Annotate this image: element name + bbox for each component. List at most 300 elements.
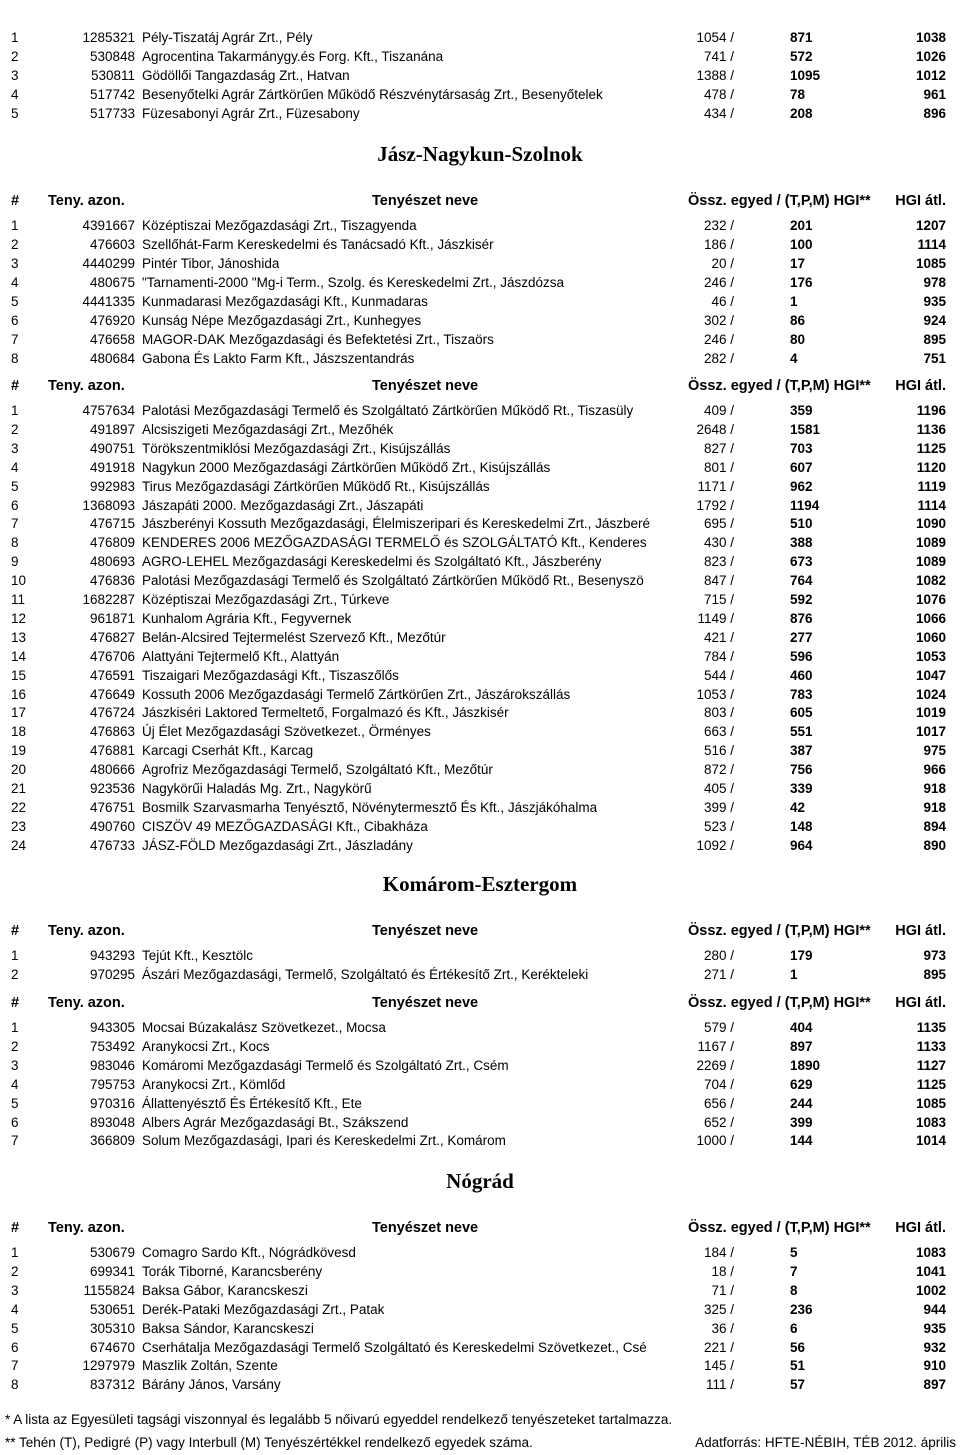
- hgi-count: 208: [790, 105, 813, 121]
- hgi-average: 1019: [915, 705, 946, 721]
- header-avg: HGI átl.: [895, 378, 946, 394]
- header-count: Össz. egyed / (T,P,M) HGI**: [688, 923, 871, 939]
- herd-name: Gödöllői Tangazdaság Zrt., Hatvan: [142, 67, 350, 83]
- row-number: 7: [11, 1358, 19, 1374]
- hgi-count: 551: [790, 724, 813, 740]
- row-number: 2: [11, 48, 19, 64]
- header-name: Tenyészet neve: [372, 923, 479, 939]
- herd-id: 992983: [89, 478, 135, 494]
- table-row: [0, 1037, 960, 1056]
- herd-name: JÁSZ-FÖLD Mezőgazdasági Zrt., Jászladány: [142, 837, 413, 853]
- section-title: Komárom-Esztergom: [382, 872, 578, 896]
- total-count: 325 /: [703, 1301, 734, 1317]
- hgi-average: 1083: [915, 1114, 946, 1130]
- row-number: 5: [11, 294, 19, 309]
- total-count: 111 /: [705, 1377, 734, 1393]
- hgi-count: 596: [790, 648, 813, 664]
- hgi-average: 1047: [915, 667, 946, 683]
- herd-name: Középtiszai Mezőgazdasági Zrt., Tiszagyenda: [142, 218, 417, 233]
- table-row: [0, 28, 960, 47]
- total-count: 421 /: [703, 629, 734, 645]
- herd-name: Baksa Gábor, Karancskeszi: [142, 1282, 308, 1298]
- footnote-1: * A lista az Egyesületi tagsági viszonnyal és legalább 5 nőivarú egyeddel rendelkező tenyészeteket tartalmazza.: [5, 1412, 673, 1427]
- herd-name: MAGOR-DAK Mezőgazdasági és Befektetési Zrt., Tiszaörs: [142, 332, 494, 347]
- section-title: Nógrád: [446, 1169, 514, 1193]
- hgi-count: 201: [790, 218, 813, 233]
- table-row: [0, 330, 960, 349]
- header-id: Teny. azon.: [48, 923, 125, 939]
- herd-name: Mocsai Búzakalász Szövetkezet., Mocsa: [142, 1020, 386, 1035]
- hgi-average: 1119: [917, 478, 946, 494]
- total-count: 1092 /: [696, 837, 734, 853]
- hgi-average: 1136: [916, 421, 946, 437]
- table-row: [0, 1018, 960, 1037]
- row-number: 15: [11, 667, 27, 683]
- row-number: 23: [11, 818, 27, 834]
- hgi-average: 751: [923, 351, 946, 366]
- hgi-count: 764: [790, 573, 813, 589]
- hgi-average: 1089: [915, 535, 946, 551]
- herd-name: Maszlik Zoltán, Szente: [142, 1358, 278, 1374]
- herd-name: Torák Tiborné, Karancsberény: [142, 1263, 323, 1279]
- table-row: [0, 420, 960, 439]
- table-row: [0, 1113, 960, 1132]
- total-count: 1000 /: [696, 1133, 734, 1149]
- herd-name: Palotási Mezőgazdasági Termelő és Szolgáltató Zártkörűen Működő Rt., Tiszasüly: [142, 403, 634, 418]
- hgi-average: 1135: [916, 1020, 946, 1035]
- herd-name: KENDERES 2006 MEZŐGAZDASÁGI TERMELŐ és SZOLGÁLTATÓ Kft., Kenderes: [142, 535, 647, 551]
- herd-id: 476863: [89, 724, 135, 740]
- herd-id: 1682287: [82, 592, 135, 607]
- total-count: 579 /: [703, 1020, 734, 1035]
- total-count: 18 /: [711, 1263, 734, 1279]
- herd-id: 674670: [89, 1339, 135, 1355]
- row-number: 4: [11, 275, 19, 290]
- hgi-count: 148: [790, 818, 813, 834]
- hgi-count: 86: [790, 313, 806, 328]
- herd-name: Palotási Mezőgazdasági Termelő és Szolgáltató Zártkörűen Működő Rt., Besenyszö: [142, 573, 644, 589]
- table-row: [0, 1094, 960, 1113]
- herd-name: Besenyőtelki Agrár Zártkörűen Működő Részvénytársaság Zrt., Besenyőtelek: [142, 86, 603, 102]
- total-count: 784 /: [703, 648, 734, 664]
- table-header: [0, 994, 960, 1013]
- hgi-average: 1133: [916, 1038, 946, 1054]
- total-count: 36 /: [711, 1320, 734, 1336]
- row-number: 1: [11, 948, 19, 963]
- table-row: [0, 1075, 960, 1094]
- table-row: [0, 66, 960, 85]
- table-header: [0, 1219, 960, 1238]
- table-row: [0, 514, 960, 533]
- total-count: 430 /: [703, 535, 734, 551]
- total-count: 741 /: [703, 48, 734, 64]
- herd-id: 4391667: [82, 218, 135, 233]
- table-row: [0, 85, 960, 104]
- herd-name: Kossuth 2006 Mezőgazdasági Termelő Zártkörűen Zrt., Jászárokszállás: [142, 686, 571, 702]
- herd-id: 490760: [89, 818, 135, 834]
- herd-id: 4757634: [82, 403, 135, 418]
- hgi-average: 1014: [915, 1133, 946, 1149]
- hgi-count: 876: [790, 610, 813, 626]
- table-row: [0, 628, 960, 647]
- hgi-count: 399: [790, 1114, 813, 1130]
- hgi-count: 460: [790, 667, 813, 683]
- herd-name: Aranykocsi Zrt., Kocs: [142, 1038, 270, 1054]
- table-row: [0, 1262, 960, 1281]
- hgi-average: 1090: [915, 516, 946, 532]
- table-row: [0, 760, 960, 779]
- table-row: [0, 836, 960, 855]
- herd-id: 699341: [89, 1263, 135, 1279]
- hgi-average: 1060: [915, 629, 946, 645]
- hgi-count: 1: [790, 294, 798, 309]
- hgi-average: 932: [923, 1339, 946, 1355]
- header-id: Teny. azon.: [48, 378, 125, 394]
- table-row: [0, 1281, 960, 1300]
- herd-id: 480666: [89, 762, 135, 778]
- hgi-average: 918: [923, 799, 946, 815]
- table-row: [0, 235, 960, 254]
- row-number: 21: [11, 781, 27, 796]
- hgi-count: 359: [790, 403, 813, 418]
- table-row: [0, 1338, 960, 1357]
- herd-name: Agrofriz Mezőgazdasági Termelő, Szolgáltató Kft., Mezőtúr: [142, 762, 493, 778]
- herd-id: 480684: [89, 351, 135, 366]
- herd-id: 970295: [89, 967, 135, 982]
- hgi-average: 895: [923, 332, 946, 347]
- row-number: 8: [11, 1377, 19, 1393]
- herd-id: 983046: [89, 1057, 135, 1073]
- table-header: [0, 922, 960, 941]
- footnote-2: ** Tehén (T), Pedigré (P) vagy Interbull (M) Tenyészértékkel rendelkező egyedek száma.: [5, 1435, 533, 1450]
- herd-id: 4440299: [82, 256, 135, 271]
- herd-name: Középtiszai Mezőgazdasági Zrt., Túrkeve: [142, 592, 390, 607]
- herd-id: 970316: [89, 1095, 135, 1111]
- total-count: 246 /: [703, 275, 734, 290]
- hgi-average: 1085: [915, 256, 946, 271]
- total-count: 184 /: [703, 1245, 734, 1260]
- herd-name: Agrocentina Takarmánygy.és Forg. Kft., Tiszanána: [142, 48, 444, 64]
- herd-name: Tejút Kft., Kesztölc: [142, 948, 254, 963]
- herd-id: 530679: [89, 1245, 135, 1260]
- hgi-count: 592: [790, 592, 813, 607]
- total-count: 1149 /: [697, 610, 734, 626]
- herd-id: 476649: [89, 686, 135, 702]
- herd-name: Nagykun 2000 Mezőgazdasági Zártkörűen Működő Zrt., Kisújszállás: [142, 459, 551, 475]
- hgi-count: 78: [790, 86, 806, 102]
- table-row: [0, 722, 960, 741]
- table-row: [0, 798, 960, 817]
- hgi-count: 673: [790, 554, 813, 570]
- hgi-count: 629: [790, 1076, 813, 1092]
- table-row: [0, 817, 960, 836]
- row-number: 2: [11, 1038, 19, 1054]
- table-row: [0, 1056, 960, 1075]
- hgi-average: 1053: [915, 648, 946, 664]
- hgi-count: 179: [790, 948, 813, 963]
- total-count: 544 /: [703, 667, 734, 683]
- hgi-count: 756: [790, 762, 813, 778]
- header-hash: #: [11, 378, 20, 394]
- herd-id: 480675: [89, 275, 135, 290]
- hgi-average: 1041: [915, 1263, 946, 1279]
- table-row: [0, 965, 960, 984]
- table-row: [0, 1131, 960, 1150]
- table-row: [0, 685, 960, 704]
- total-count: 302 /: [703, 313, 734, 328]
- hgi-average: 1017: [915, 724, 946, 740]
- hgi-average: 1196: [916, 403, 946, 418]
- hgi-count: 339: [790, 781, 813, 796]
- hgi-average: 924: [923, 313, 946, 328]
- header-name: Tenyészet neve: [372, 1220, 479, 1236]
- herd-name: Kunmadarasi Mezőgazdasági Kft., Kunmadaras: [142, 294, 428, 309]
- herd-name: Gabona És Lakto Farm Kft., Jászszentandrás: [142, 351, 415, 366]
- herd-name: Solum Mezőgazdasági, Ipari és Kereskedelmi Zrt., Komárom: [142, 1133, 506, 1149]
- herd-name: Bárány János, Varsány: [142, 1377, 281, 1393]
- hgi-average: 1114: [917, 237, 946, 252]
- hgi-count: 1: [790, 967, 798, 982]
- total-count: 1054 /: [696, 30, 734, 45]
- herd-id: 961871: [89, 610, 135, 626]
- herd-id: 476836: [89, 573, 135, 589]
- table-row: [0, 216, 960, 235]
- total-count: 145 /: [703, 1358, 734, 1374]
- table-row: [0, 311, 960, 330]
- table-row: [0, 458, 960, 477]
- hgi-average: 895: [923, 967, 946, 982]
- table-row: [0, 590, 960, 609]
- total-count: 695 /: [703, 516, 734, 532]
- hgi-average: 1083: [915, 1245, 946, 1260]
- row-number: 16: [11, 686, 27, 702]
- hgi-count: 42: [790, 799, 806, 815]
- hgi-count: 607: [790, 459, 813, 475]
- row-number: 2: [11, 237, 19, 252]
- herd-id: 476751: [89, 799, 135, 815]
- table-row: [0, 703, 960, 722]
- row-number: 5: [11, 105, 19, 121]
- herd-id: 1285321: [82, 30, 135, 45]
- row-number: 3: [11, 1057, 19, 1073]
- total-count: 652 /: [703, 1114, 734, 1130]
- hgi-average: 935: [923, 1320, 946, 1336]
- table-row: [0, 477, 960, 496]
- herd-id: 517742: [89, 86, 135, 102]
- total-count: 2269 /: [696, 1057, 734, 1073]
- herd-id: 943293: [89, 948, 135, 963]
- hgi-average: 1125: [916, 440, 946, 456]
- total-count: 46 /: [711, 294, 734, 309]
- row-number: 11: [11, 592, 26, 607]
- herd-id: 476809: [89, 535, 135, 551]
- herd-id: 4441335: [82, 294, 135, 309]
- hgi-count: 277: [790, 629, 813, 645]
- table-row: [0, 1300, 960, 1319]
- header-id: Teny. azon.: [48, 193, 125, 209]
- hgi-average: 978: [923, 275, 946, 290]
- herd-id: 837312: [89, 1377, 135, 1393]
- herd-name: Albers Agrár Mezőgazdasági Bt., Szákszend: [142, 1114, 409, 1130]
- total-count: 1167 /: [697, 1038, 734, 1054]
- row-number: 2: [11, 967, 19, 982]
- hgi-count: 572: [790, 48, 813, 64]
- table-row: [0, 1375, 960, 1394]
- table-row: [0, 104, 960, 123]
- hgi-count: 56: [790, 1339, 806, 1355]
- hgi-average: 1026: [915, 48, 946, 64]
- herd-name: Karcagi Cserhát Kft., Karcag: [142, 743, 314, 759]
- row-number: 2: [11, 421, 19, 437]
- row-number: 17: [11, 705, 27, 721]
- row-number: 6: [11, 1339, 19, 1355]
- row-number: 4: [11, 1301, 19, 1317]
- row-number: 3: [11, 440, 19, 456]
- table-row: [0, 609, 960, 628]
- total-count: 1171 /: [697, 478, 734, 494]
- herd-id: 476715: [89, 516, 135, 532]
- row-number: 1: [11, 218, 19, 233]
- herd-id: 1368093: [82, 497, 135, 513]
- hgi-count: 51: [790, 1358, 806, 1374]
- table-row: [0, 1243, 960, 1262]
- row-number: 22: [11, 799, 27, 815]
- herd-id: 923536: [89, 781, 135, 796]
- herd-id: 476881: [89, 743, 135, 759]
- herd-name: Jászkiséri Laktored Termeltető, Forgalmazó és Kft., Jászkisér: [142, 705, 509, 721]
- row-number: 3: [11, 1282, 19, 1298]
- hgi-average: 966: [923, 762, 946, 778]
- hgi-average: 1002: [915, 1282, 946, 1298]
- total-count: 1792 /: [696, 497, 734, 513]
- table-row: [0, 273, 960, 292]
- row-number: 4: [11, 86, 19, 102]
- total-count: 399 /: [703, 799, 734, 815]
- row-number: 9: [11, 554, 19, 570]
- hgi-average: 1012: [915, 67, 946, 83]
- header-avg: HGI átl.: [895, 1220, 946, 1236]
- header-hash: #: [11, 995, 20, 1011]
- hgi-average: 918: [923, 781, 946, 796]
- hgi-average: 1024: [915, 686, 946, 702]
- total-count: 823 /: [703, 554, 734, 570]
- hgi-average: 975: [923, 743, 946, 759]
- hgi-average: 935: [923, 294, 946, 309]
- hgi-count: 703: [790, 440, 813, 456]
- herd-id: 476706: [89, 648, 135, 664]
- table-row: [0, 292, 960, 311]
- table-header: [0, 377, 960, 396]
- hgi-average: 1082: [915, 573, 946, 589]
- total-count: 186 /: [703, 237, 734, 252]
- hgi-count: 176: [790, 275, 813, 290]
- hgi-count: 871: [790, 30, 813, 45]
- hgi-average: 1207: [915, 218, 946, 233]
- total-count: 409 /: [703, 403, 734, 418]
- hgi-count: 387: [790, 743, 813, 759]
- header-hash: #: [11, 923, 20, 939]
- hgi-count: 100: [790, 237, 813, 252]
- row-number: 6: [11, 497, 19, 513]
- herd-id: 476591: [89, 667, 135, 683]
- hgi-count: 57: [790, 1377, 806, 1393]
- hgi-count: 510: [790, 516, 813, 532]
- row-number: 20: [11, 762, 27, 778]
- total-count: 280 /: [703, 948, 734, 963]
- herd-id: 491897: [89, 421, 135, 437]
- hgi-count: 8: [790, 1282, 798, 1298]
- herd-id: 476724: [89, 705, 135, 721]
- herd-id: 530811: [90, 67, 135, 83]
- herd-id: 943305: [89, 1020, 135, 1035]
- herd-name: Törökszentmiklósi Mezőgazdasági Zrt., Kisújszállás: [142, 440, 451, 456]
- header-count: Össz. egyed / (T,P,M) HGI**: [688, 1220, 871, 1236]
- row-number: 18: [11, 724, 27, 740]
- herd-id: 517733: [89, 105, 135, 121]
- header-name: Tenyészet neve: [372, 193, 479, 209]
- table-row: [0, 533, 960, 552]
- total-count: 715 /: [703, 592, 734, 607]
- hgi-average: 890: [923, 837, 946, 853]
- herd-id: 530848: [89, 48, 135, 64]
- row-number: 1: [11, 1020, 19, 1035]
- herd-id: 893048: [89, 1114, 135, 1130]
- data-source: Adatforrás: HFTE-NÉBIH, TÉB 2012. április: [695, 1435, 956, 1450]
- total-count: 20 /: [711, 256, 734, 271]
- table-row: [0, 741, 960, 760]
- herd-id: 305310: [89, 1320, 135, 1336]
- herd-id: 491918: [89, 459, 135, 475]
- hgi-count: 964: [790, 837, 813, 853]
- herd-name: Pély-Tiszatáj Agrár Zrt., Pély: [142, 30, 313, 45]
- total-count: 827 /: [703, 440, 734, 456]
- herd-name: Jászapáti 2000. Mezőgazdasági Zrt., Jászapáti: [142, 497, 424, 513]
- total-count: 801 /: [703, 459, 734, 475]
- total-count: 71 /: [711, 1282, 734, 1298]
- row-number: 19: [11, 743, 27, 759]
- total-count: 434 /: [703, 105, 734, 121]
- table-row: [0, 349, 960, 368]
- hgi-average: 1076: [915, 592, 946, 607]
- hgi-count: 783: [790, 686, 813, 702]
- table-row: [0, 647, 960, 666]
- table-row: [0, 946, 960, 965]
- herd-name: Baksa Sándor, Karancskeszi: [142, 1320, 314, 1336]
- hgi-count: 605: [790, 705, 813, 721]
- herd-name: Jászberényi Kossuth Mezőgazdasági, Élelmiszeripari és Kereskedelmi Zrt., Jászberé: [142, 516, 650, 532]
- hgi-average: 973: [923, 948, 946, 963]
- section-title: Jász-Nagykun-Szolnok: [377, 142, 583, 166]
- herd-name: Kunhalom Agrária Kft., Fegyvernek: [142, 610, 352, 626]
- row-number: 12: [11, 610, 27, 626]
- total-count: 523 /: [703, 818, 734, 834]
- total-count: 656 /: [703, 1095, 734, 1111]
- herd-name: Alcsiszigeti Mezőgazdasági Zrt., Mezőhék: [142, 421, 394, 437]
- herd-id: 476603: [89, 237, 135, 252]
- herd-id: 480693: [89, 554, 135, 570]
- table-row: [0, 571, 960, 590]
- hgi-count: 897: [790, 1038, 813, 1054]
- herd-id: 490751: [89, 440, 135, 456]
- herd-name: Alattyáni Tejtermelő Kft., Alattyán: [142, 648, 340, 664]
- row-number: 4: [11, 459, 19, 475]
- header-name: Tenyészet neve: [372, 378, 479, 394]
- herd-name: Tirus Mezőgazdasági Zártkörűen Működő Rt., Kisújszállás: [142, 478, 490, 494]
- hgi-average: 910: [923, 1358, 946, 1374]
- herd-name: Comagro Sardo Kft., Nógrádkövesd: [142, 1245, 356, 1260]
- hgi-count: 17: [790, 256, 806, 271]
- row-number: 7: [11, 1133, 19, 1149]
